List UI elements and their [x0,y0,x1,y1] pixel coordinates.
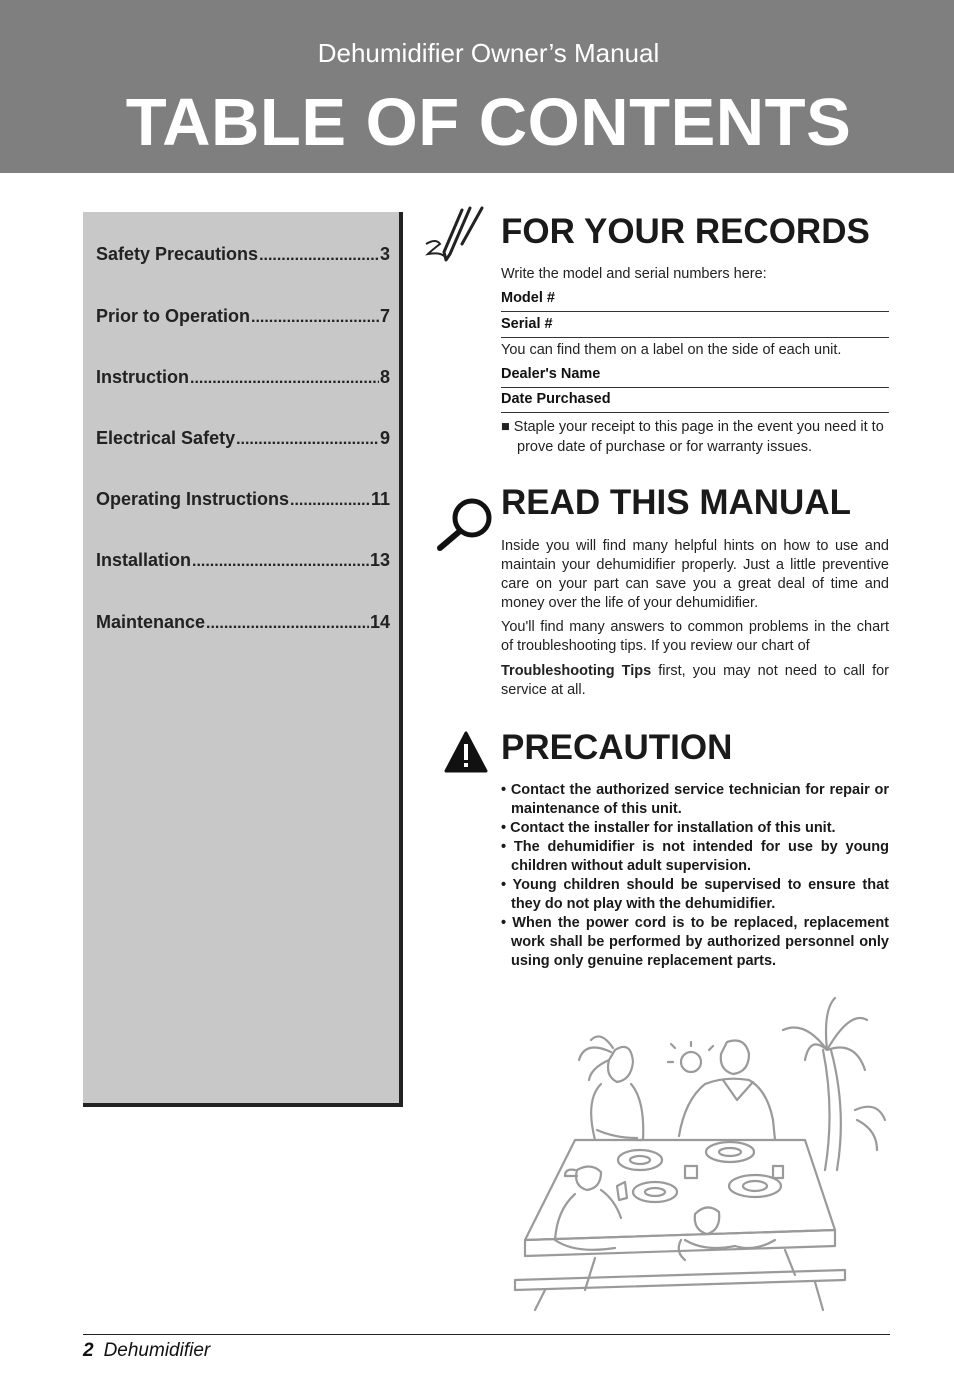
read-manual-paragraph-2: You'll find many answers to common problems in the chart of troubleshooting tips. If you review our chart of [501,619,889,654]
footer-divider [83,1334,890,1335]
date-purchased-label: Date Purchased [501,391,611,407]
staple-receipt-note: ■ Staple your receipt to this page in the event you need it to prove date of purchase or for warranty issues. [501,419,884,455]
list-item: • Young children should be supervised to ensure that they do not play with the dehumidifier. [501,877,889,912]
toc-panel [83,212,403,1107]
page-number: 2 [83,1340,94,1361]
toc-entry-safety-precautions[interactable]: Safety Precautions ..... 3 [96,244,390,265]
list-item: • Contact the installer for installation of this unit. [501,820,836,836]
toc-entry-installation[interactable]: Installation ..... 13 [96,550,390,571]
precaution-list [501,781,889,971]
label-location-note: You can find them on a label on the side of each unit. [501,342,842,358]
dealer-name-line[interactable] [501,387,889,388]
read-manual-paragraph-1: Inside you will find many helpful hints on how to use and maintain your dehumidifier properly. Just a little preventive care on your part can save you a great deal of time and money over the life of your dehumidifier. [501,538,889,611]
date-purchased-line[interactable] [501,412,889,413]
list-item: • The dehumidifier is not intended for use by young children without adult supervision. [501,839,889,874]
dealer-name-label: Dealer's Name [501,366,601,382]
toc-entry-instruction[interactable]: Instruction ..... 8 [96,367,390,388]
read-manual-title: READ THIS MANUAL [501,483,851,522]
serial-number-label: Serial # [501,316,553,332]
read-manual-paragraph-3: Troubleshooting Tips first, you may not need to call for service at all. [501,663,889,698]
magnifier-icon [434,496,496,554]
page-footer [83,1340,210,1362]
toc-entry-electrical-safety[interactable]: Electrical Safety ..... 9 [96,428,390,449]
toc-entry-operating-instructions[interactable]: Operating Instructions ..... 11 [96,489,390,510]
model-number-line[interactable] [501,311,889,312]
page-title: TABLE OF CONTENTS [125,85,852,160]
header-banner [0,0,954,173]
list-item: • When the power cord is to be replaced, replacement work shall be performed by authorized personnel only using only genuine replacement parts. [501,915,889,969]
list-item: • Contact the authorized service technician for repair or maintenance of this unit. [501,782,889,817]
toc-entry-prior-to-operation[interactable]: Prior to Operation ..... 7 [96,306,390,327]
precaution-title: PRECAUTION [501,728,733,767]
model-number-label: Model # [501,290,555,306]
pen-writing-icon [422,204,494,264]
footer-label: Dehumidifier [103,1340,211,1361]
serial-number-line[interactable] [501,337,889,338]
family-picnic-illustration [505,990,895,1320]
records-title: FOR YOUR RECORDS [501,212,870,251]
toc-entry-maintenance[interactable]: Maintenance ..... 14 [96,612,390,633]
records-intro: Write the model and serial numbers here: [501,266,767,282]
document-subtitle: Dehumidifier Owner’s Manual [317,38,660,68]
warning-triangle-icon [443,730,489,774]
